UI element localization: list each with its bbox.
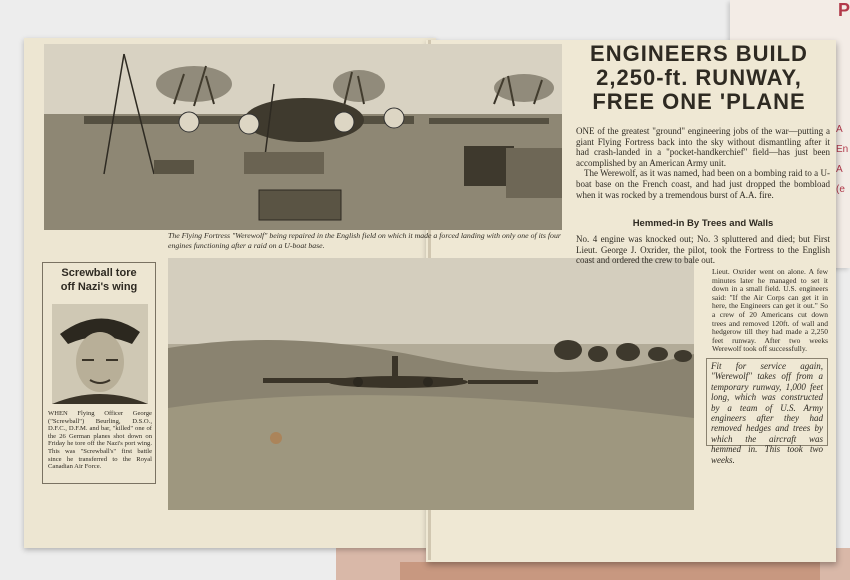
article-subhead: Hemmed-in By Trees and Walls (632, 218, 774, 229)
article-para3: No. 4 engine was knocked out; No. 3 spluttered and died; but First Lieut. George J. Oxrider, the pilot, took the Fortress to the English coast and ordered the crew to bale out. (576, 234, 830, 266)
background-bottom-page-band (400, 562, 820, 580)
photo-aircraft-takeoff (168, 258, 694, 510)
background-page-side-letters: A En A (e (836, 124, 849, 195)
article-lead: ONE of the greatest "ground" engineering jobs of the war—putting a giant Flying Fortress back into the sky without dismantling after it had crash-landed in a "pocket-handkerchief" field—has just been accomplished by an American Army unit. The Werewolf, as it was named, had been on a bombing raid to a U-boat base on the French coast, and had just dropped the bombload when it was rocked by a tremendous burst of A.A. fire. (576, 126, 830, 200)
article-headline: ENGINEERS BUILD 2,250-ft. RUNWAY, FREE ONE 'PLANE (590, 41, 808, 114)
background-page-letter: P (837, 0, 850, 20)
portrait-photo (52, 304, 148, 404)
side-story-headline: Screwball tore off Nazi's wing (60, 267, 138, 293)
side-story-text: WHEN Flying Officer George ("Screwball") Beurling, D.S.O., D.F.C., D.F.M. and bar, "killed" one of the 26 German planes shot down on Friday he tore off the Nazi's port wing. This was "Screwball's" first battle since he transferred to the Royal Canadian Air Force. (48, 410, 152, 471)
takeoff-side-caption: Fit for service again, "Werewolf" takes off from a temporary runway, 1,000 feet long, which was constructed by a team of U.S. Army engineers after they had removed hedges and trees by which the aircraft was hemmed in. This took two weeks. (706, 358, 828, 446)
photo-aircraft-repair (44, 44, 562, 230)
article-para4: Lieut. Oxrider went on alone. A few minutes later he managed to set it down in a small field. U.S. engineers said: "If the Air Corps can get it in here, the Engineers can get it out." So a crew of 20 Americans cut down trees and removed 120ft. of wall and hedgerow till they had made a 2,250 feet runway. After two weeks Werewolf took off successfully. (712, 267, 828, 354)
photo-caption: The Flying Fortress "Werewolf" being repaired in the English field on which it made a forced landing with only one of its four engines functioning after a raid on a U-boat base. (168, 231, 561, 250)
